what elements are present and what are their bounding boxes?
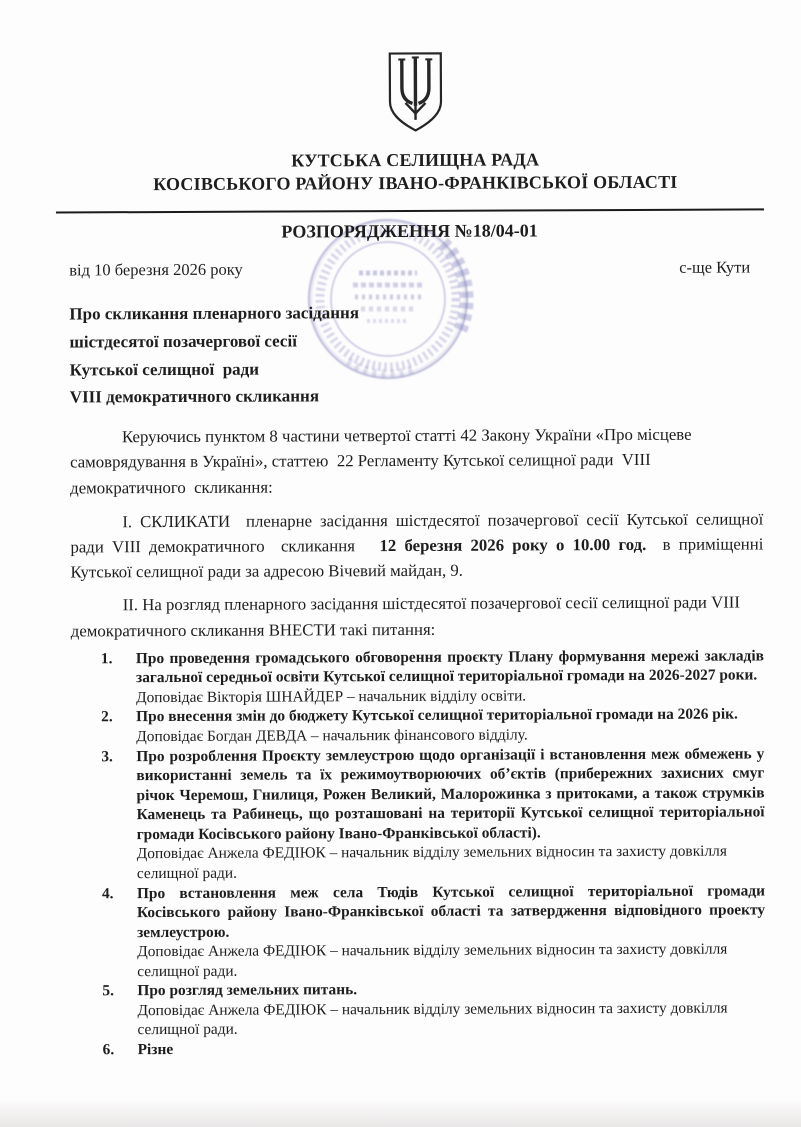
agenda-list: [71, 646, 769, 1060]
agenda-item-title: Про проведення громадського обговорення проєкту Плану формування мережі закладів загальної середньої освіти Кутської селищної територіальної громади на 2026-2027 роки.: [135, 647, 768, 687]
agenda-item-number: 4.: [101, 884, 114, 902]
agenda-intro-paragraph: ІІ. На розгляд пленарного засідання шістдесятої позачергової сесії селищної ради VIII демократичного скликання ВНЕСТИ такі питання:: [70, 592, 745, 641]
agenda-item-speaker: Доповідає Анжела ФЕДІЮК – начальник відділу земельних відносин та захисту довкілля селищної ради.: [137, 940, 732, 980]
subject-line: Про скликання пленарного засідання: [69, 302, 360, 324]
org-name-line1: КУТСЬКА СЕЛИЩНА РАДА: [291, 149, 540, 171]
convene-text-pre: І. СКЛИКАТИ пленарне засідання шістдесятої позачергової сесії Кутської селищної ради VIII демократичного скликання: [70, 509, 768, 557]
agenda-item-speaker: Доповідає Богдан ДЕВДА – начальник фінансового відділу.: [136, 726, 528, 746]
agenda-item-title: Різне: [137, 1041, 174, 1059]
ukraine-trident-emblem-icon: [384, 50, 446, 139]
agenda-item-4: [72, 881, 769, 982]
agenda-item-number: 2.: [101, 708, 113, 726]
agenda-item-number: 1.: [100, 650, 113, 668]
convene-paragraph: [70, 506, 768, 585]
organization-name: [15, 147, 801, 197]
header-divider-rule: [56, 208, 764, 213]
agenda-item-number: 3.: [101, 747, 113, 765]
document-date: від 10 березня 2026 року: [69, 259, 243, 280]
agenda-item-1: [71, 646, 768, 708]
document-place: с-ще Кути: [679, 257, 751, 277]
agenda-item-number: 6.: [102, 1041, 115, 1059]
agenda-item-title: Про розгляд земельних питань.: [137, 981, 358, 1000]
session-datetime: 12 березня 2026 року о 10.00 год.: [379, 534, 647, 556]
org-name-line2: КОСІВСЬКОГО РАЙОНУ ІВАНО-ФРАНКІВСЬКОЇ ОБЛАСТІ: [153, 172, 678, 195]
agenda-item-6: [73, 1037, 766, 1060]
convene-text-post: в приміщенні Кутської селищної ради за адресою Вічевий майдан, 9.: [70, 534, 768, 582]
agenda-item-2: [71, 705, 764, 747]
date-place-row: [69, 257, 750, 280]
subject-block: [69, 297, 800, 412]
subject-line: VIII демократичного скликання: [69, 386, 320, 407]
subject-line: шістдесятої позачергової сесії: [69, 331, 297, 352]
document-title: РОЗПОРЯДЖЕННЯ №18/04-01: [281, 220, 538, 242]
agenda-item-3: [71, 744, 769, 884]
agenda-item-title: Про розроблення Проєкту землеустрою щодо організації і встановлення меж обмежень у використанні земель та їх режимоутворюючих об’єктів (прибережних захисних смуг річок Черемош, Гнилиця, Рожен Великий, Малорожинка з притоками, а також струмків Каменець та Рабинець, що розташовані на території Кутської селищної територіальної громади Косівського району Івано-Франківської області).: [136, 744, 769, 843]
agenda-item-title: Про встановлення меж села Тюдів Кутської селищної територіальної громади Косівського району Івано-Франківської області та затвердження відповідного проекту землеустрою.: [136, 881, 769, 941]
subject-line: Кутської селищної ради: [69, 359, 260, 379]
agenda-item-speaker: Доповідає Вікторія ШНАЙДЕР – начальник відділу освіти.: [136, 687, 527, 707]
agenda-item-title: Про внесення змін до бюджету Кутської селищної територіальної громади на 2026 рік.: [136, 705, 738, 726]
agenda-item-speaker: Доповідає Анжела ФЕДІЮК – начальник відділу земельних відносин та захисту довкілля селищної ради.: [137, 999, 732, 1039]
agenda-item-5: [72, 979, 765, 1041]
agenda-item-number: 5.: [102, 982, 114, 1000]
agenda-item-speaker: Доповідає Анжела ФЕДІЮК – начальник відділу земельних відносин та захисту довкілля селищної ради.: [136, 842, 731, 883]
preamble-paragraph: Керуючись пунктом 8 частини четвертої статті 42 Закону України «Про місцеве самоврядування в Україні», статтею 22 Регламенту Кутської селищної ради VIII демократичного скликання:: [70, 424, 696, 498]
